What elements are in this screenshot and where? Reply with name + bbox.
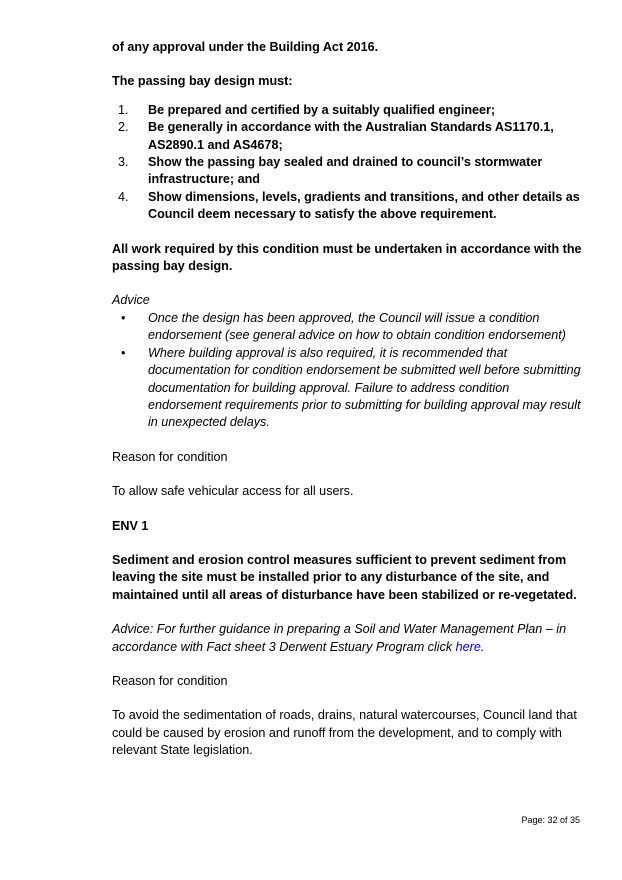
reason-heading: Reason for condition <box>112 449 228 464</box>
list-item <box>112 102 584 119</box>
list-item <box>112 189 584 224</box>
env-paragraph: Sediment and erosion control measures sufficient to prevent sediment from leaving the site must be installed prior to any disturbance of the site, and maintained until all areas of disturbance have been stabilized or re-vegetated. <box>112 552 577 602</box>
here-link[interactable]: here <box>455 639 481 654</box>
advice-list <box>112 310 584 432</box>
env-advice-end: . <box>480 639 485 654</box>
bullet-icon: • <box>121 310 126 325</box>
env-heading: ENV 1 <box>112 518 149 533</box>
list-item <box>112 154 584 189</box>
bullet-icon: • <box>121 345 126 360</box>
all-work-paragraph: All work required by this condition must be undertaken in accordance with the passing bay design. <box>112 241 582 274</box>
list-item <box>112 345 584 432</box>
page-content <box>112 39 584 760</box>
env-advice-paragraph <box>112 621 584 656</box>
design-requirements-list <box>112 102 584 224</box>
list-item-text: Be generally in accordance with the Australian Standards AS1170.1, AS2890.1 and AS4678; <box>148 120 554 152</box>
list-number: 2. <box>118 120 129 135</box>
list-item-text: Be prepared and certified by a suitably qualified engineer; <box>148 102 496 117</box>
list-number: 4. <box>118 189 129 204</box>
reason-heading: Reason for condition <box>112 673 228 688</box>
list-item <box>112 310 584 345</box>
list-number: 3. <box>118 155 129 170</box>
list-item-text: Where building approval is also required, it is recommended that documentation for condition endorsement be submitted well before submitting documentation for building approval. Failure to address condition endorsement requirements prior to submitting for building approval may result in unexpected delays. <box>148 345 581 430</box>
list-item-text: Show the passing bay sealed and drained to council’s stormwater infrastructure; and <box>148 155 543 187</box>
advice-heading: Advice <box>112 293 150 308</box>
reason-text: To avoid the sedimentation of roads, drains, natural watercourses, Council land that could be caused by erosion and runoff from the development, and to comply with relevant State legislation. <box>112 708 577 758</box>
list-number: 1. <box>118 102 129 117</box>
design-heading: The passing bay design must: <box>112 74 293 89</box>
env-advice-text: Advice: For further guidance in preparing a Soil and Water Management Plan – in accordance with Fact sheet 3 Derwent Estuary Program click <box>112 622 567 654</box>
list-item-text: Once the design has been approved, the Council will issue a condition endorsement (see general advice on how to obtain condition endorsement) <box>148 310 566 343</box>
intro-line: of any approval under the Building Act 2016. <box>112 40 379 54</box>
list-item <box>112 119 584 154</box>
reason-text: To allow safe vehicular access for all users. <box>112 484 354 499</box>
list-item-text: Show dimensions, levels, gradients and transitions, and other details as Council deem necessary to satisfy the above requirement. <box>148 189 580 222</box>
page-number: Page: 32 of 35 <box>521 815 580 825</box>
